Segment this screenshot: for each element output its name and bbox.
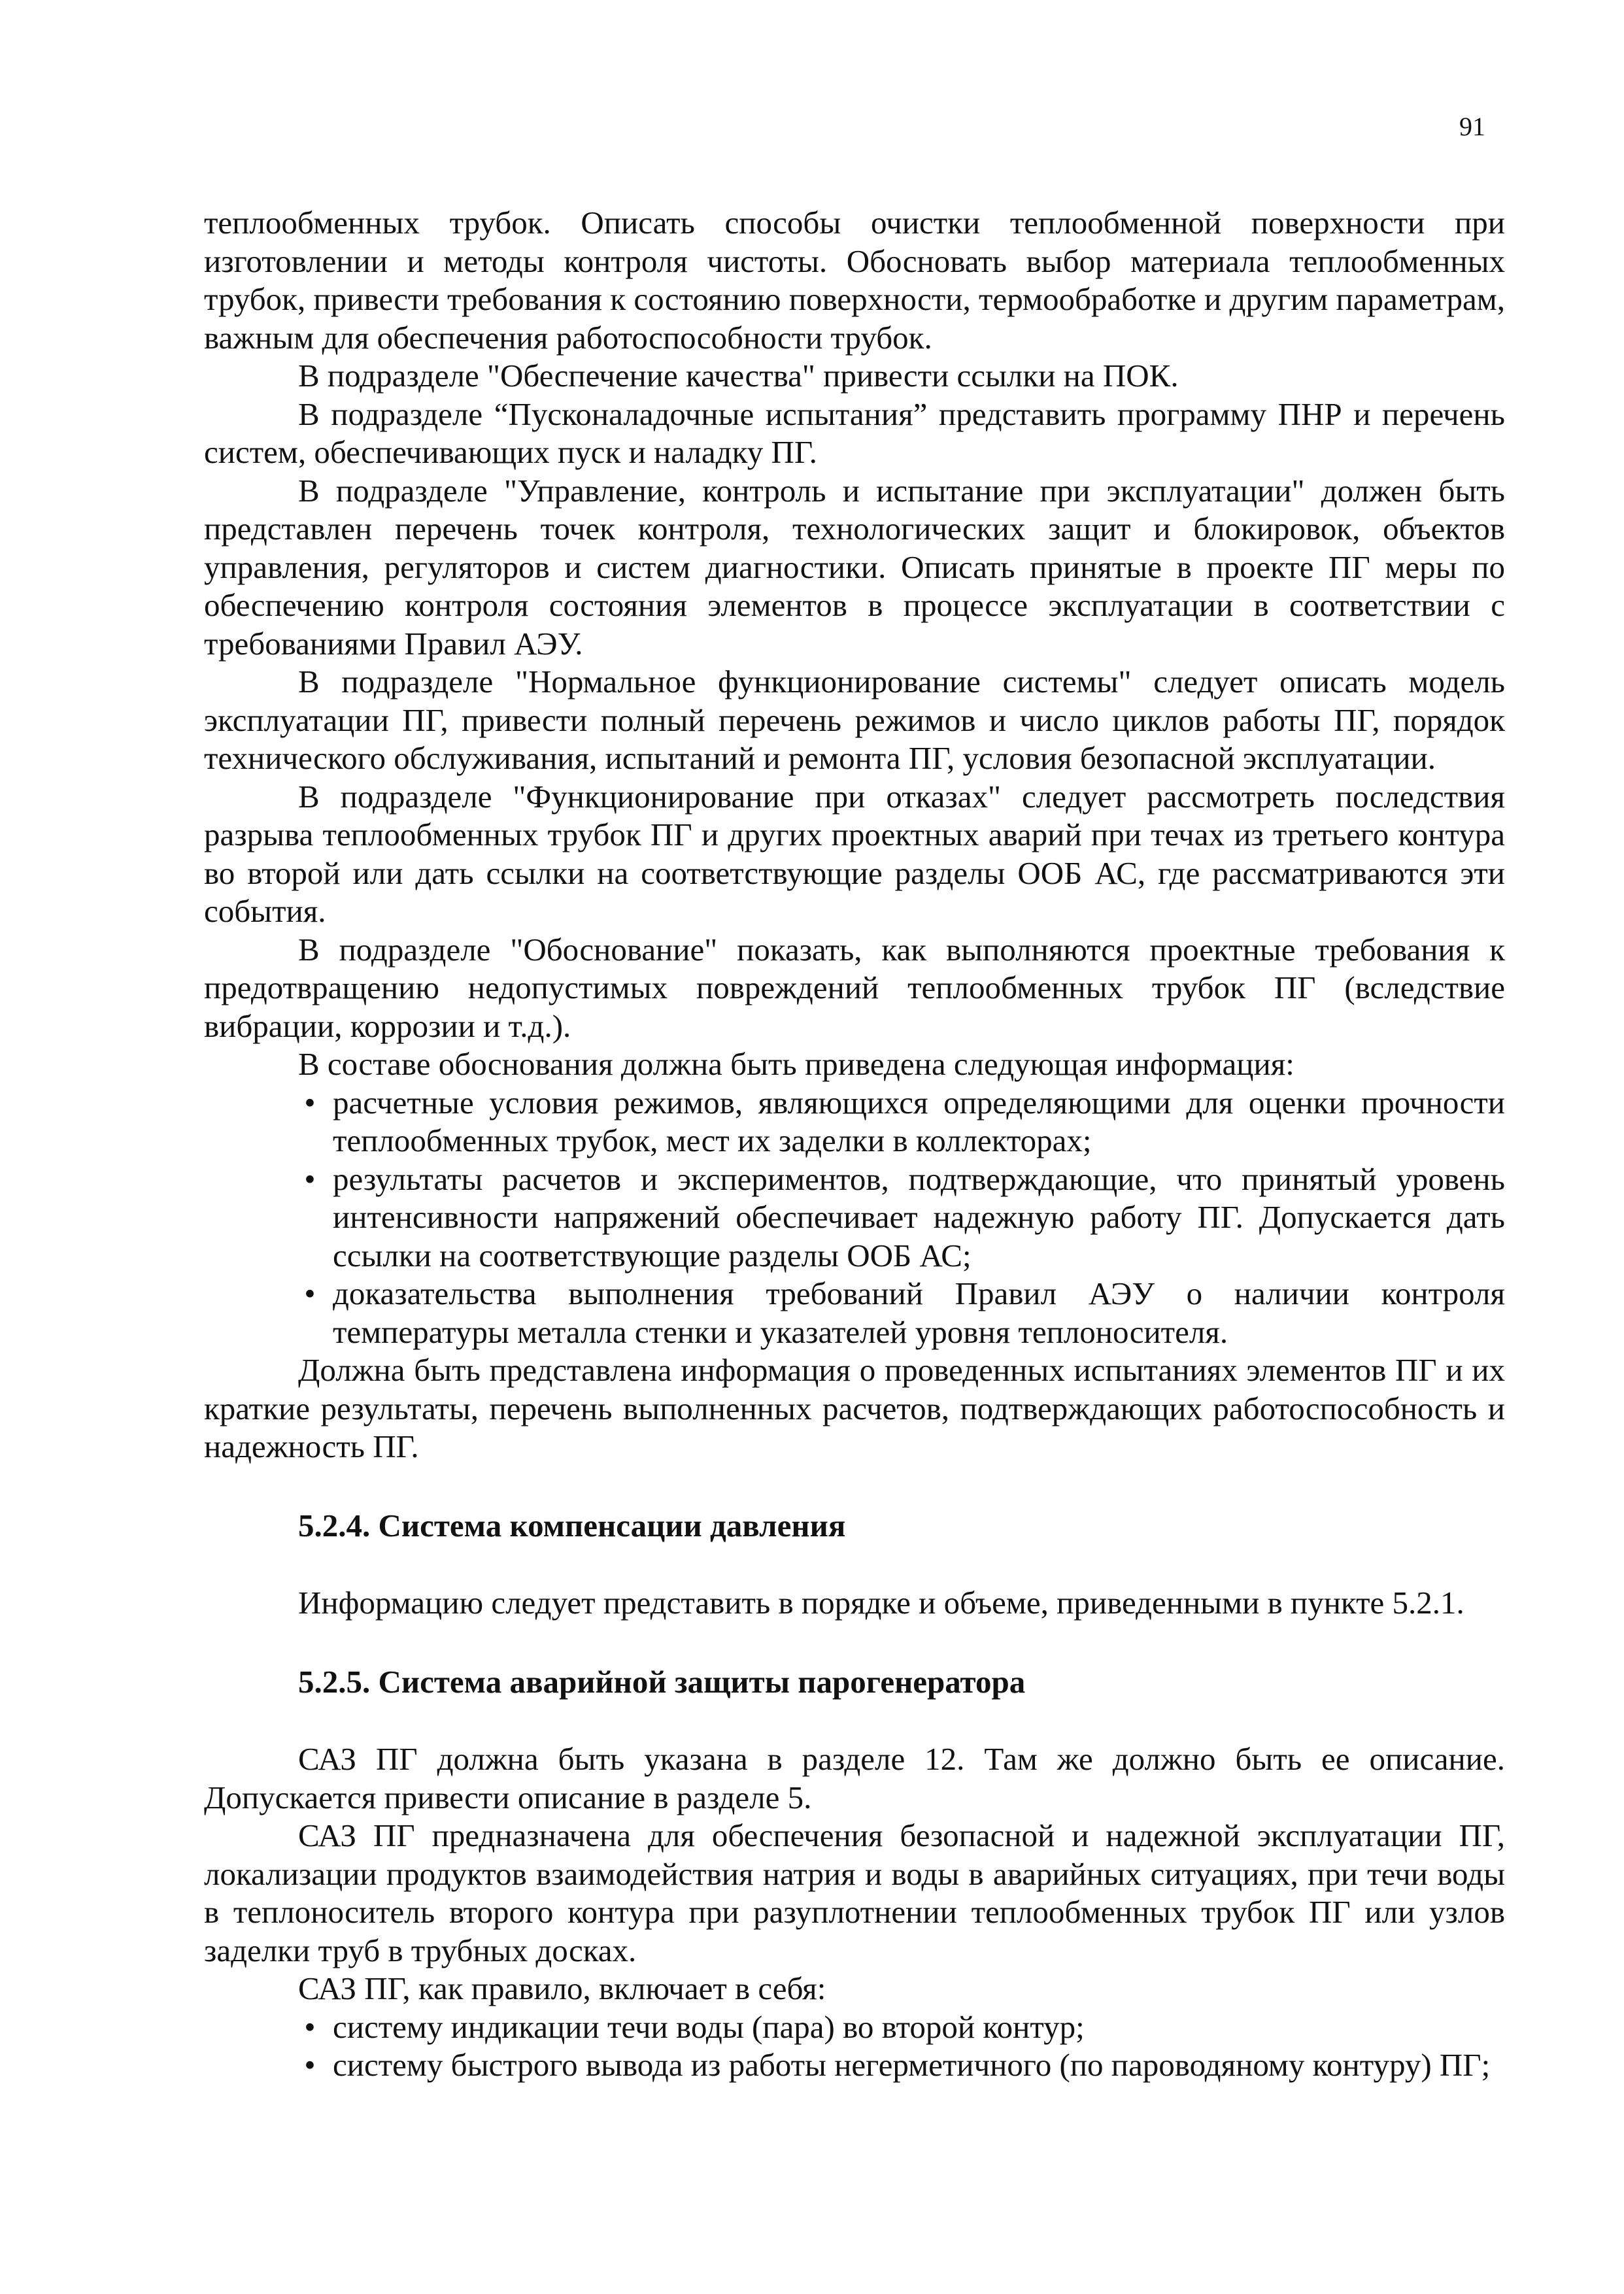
list-item-text: результаты расчетов и экспериментов, подтверждающие, что принятый уровень интенсивности напряжений обеспечивает надежную работу ПГ. Допускается дать ссылки на соответствующие разделы ООБ АС; [333, 1160, 1505, 1274]
paragraph: В подразделе “Пусконаладочные испытания” представить программу ПНР и перечень систем, обеспечивающих пуск и наладку ПГ. [204, 396, 1505, 470]
bullet-icon: • [304, 2008, 316, 2045]
bullet-list [204, 1084, 1505, 1352]
bullet-icon: • [304, 1084, 316, 1121]
paragraph: САЗ ПГ предназначена для обеспечения безопасной и надежной эксплуатации ПГ, локализации продуктов взаимодействия натрия и воды в аварийных ситуациях, при течи воды в теплоноситель второго контура при разуплотнении теплообменных трубок ПГ или узлов заделки труб в трубных досках. [204, 1817, 1505, 1968]
list-item [204, 2046, 1505, 2085]
page-body [204, 204, 1505, 2085]
list-item-text: расчетные условия режимов, являющихся определяющими для оценки прочности теплообменных трубок, мест их заделки в коллекторах; [333, 1084, 1505, 1158]
paragraph: САЗ ПГ должна быть указана в разделе 12. Там же должно быть ее описание. Допускается привести описание в разделе 5. [204, 1741, 1505, 1815]
paragraph: В подразделе "Нормальное функционирование системы" следует описать модель эксплуатации ПГ, привести полный перечень режимов и число циклов работы ПГ, порядок технического обслуживания, испытаний и ремонта ПГ, условия безопасной эксплуатации. [204, 664, 1505, 776]
bullet-list [204, 2008, 1505, 2085]
list-item [204, 1084, 1505, 1160]
paragraph: В подразделе "Обеспечение качества" привести ссылки на ПОК. [298, 358, 1179, 394]
section-heading: 5.2.4. Система компенсации давления [298, 1507, 846, 1543]
list-item-text: систему быстрого вывода из работы негерметичного (по пароводяному контуру) ПГ; [333, 2047, 1491, 2083]
bullet-icon: • [304, 2047, 316, 2083]
list-item [204, 2008, 1505, 2047]
paragraph: В подразделе "Функционирование при отказах" следует рассмотреть последствия разрыва теплообменных трубок ПГ и других проектных аварий при течах из третьего контура во второй или дать ссылки на соответствующие разделы ООБ АС, где рассматриваются эти события. [204, 778, 1505, 929]
bullet-icon: • [304, 1160, 316, 1197]
list-item [204, 1160, 1505, 1275]
section-heading: 5.2.5. Система аварийной защиты парогенератора [298, 1663, 1026, 1700]
list-item-text: доказательства выполнения требований Правил АЭУ о наличии контроля температуры металла стенки и указателей уровня теплоносителя. [333, 1275, 1505, 1350]
paragraph: В подразделе "Обоснование" показать, как выполняются проектные требования к предотвращению недопустимых повреждений теплообменных трубок ПГ (вследствие вибрации, коррозии и т.д.). [204, 931, 1505, 1044]
paragraph: Информацию следует представить в порядке и объеме, приведенными в пункте 5.2.1. [298, 1585, 1464, 1621]
list-item-text: систему индикации течи воды (пара) во второй контур; [333, 2008, 1085, 2045]
paragraph: Должна быть представлена информация о проведенных испытаниях элементов ПГ и их краткие результаты, перечень выполненных расчетов, подтверждающих работоспособность и надежность ПГ. [204, 1352, 1505, 1464]
paragraph: теплообменных трубок. Описать способы очистки теплообменной поверхности при изготовлении и методы контроля чистоты. Обосновать выбор материала теплообменных трубок, привести требования к состоянию поверхности, термообработке и другим параметрам, важным для обеспечения работоспособности трубок. [204, 205, 1505, 356]
bullet-icon: • [304, 1275, 316, 1311]
paragraph: САЗ ПГ, как правило, включает в себя: [298, 1970, 826, 2006]
paragraph: В составе обоснования должна быть приведена следующая информация: [298, 1046, 1294, 1082]
list-item [204, 1275, 1505, 1351]
paragraph: В подразделе "Управление, контроль и испытание при эксплуатации" должен быть представлен перечень точек контроля, технологических защит и блокировок, объектов управления, регуляторов и систем диагностики. Описать принятые в проекте ПГ меры по обеспечению контроля состояния элементов в процессе эксплуатации в соответствии с требованиями Правил АЭУ. [204, 472, 1505, 662]
page-number: 91 [1459, 112, 1485, 141]
